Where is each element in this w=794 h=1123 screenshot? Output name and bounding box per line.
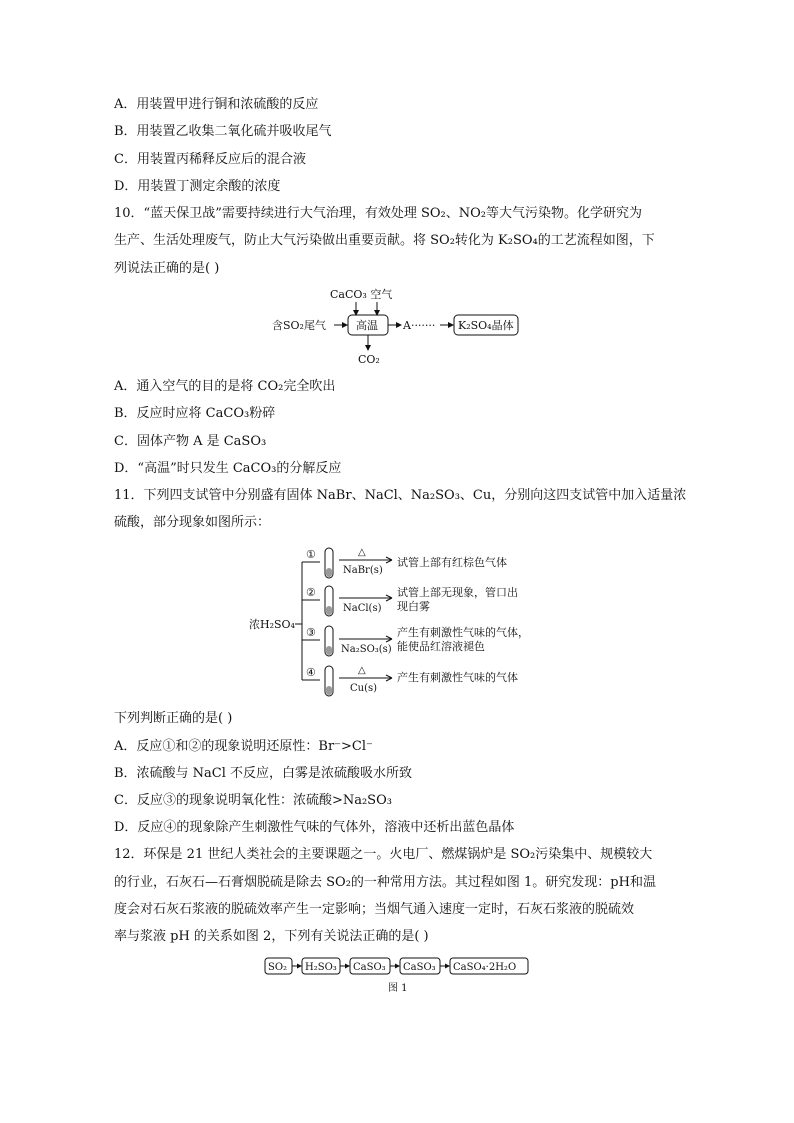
flow-middle: A······· — [403, 319, 436, 332]
tube-1-solid: NaBr(s) — [343, 565, 383, 576]
q10-stem-line3: 列说法正确的是( ) — [114, 261, 220, 276]
flow-box-label: 高温 — [356, 319, 378, 332]
q11-stem-line2: 硫酸，部分现象如图所示： — [114, 515, 271, 530]
q12-stem-line1: 12．环保是 21 世纪人类社会的主要课题之一。火电厂、燃煤锅炉是 SO₂污染集中、规模较大 — [114, 847, 653, 862]
fig1-step-2: H₂SO₃ — [305, 962, 337, 973]
q11-option-b: B．浓硫酸与 NaCl 不反应，白雾是浓硫酸吸水所致 — [114, 766, 413, 781]
fig1-step-4: CaSO₃ — [403, 962, 436, 973]
q11-option-c: C．反应③的现象说明氧化性：浓硫酸>Na₂SO₃ — [114, 793, 392, 808]
fig1-step-3: CaSO₃ — [353, 962, 386, 973]
q10-stem-line2: 生产、生活处理废气，防止大气污染做出重要贡献。将 SO₂转化为 K₂SO₄的工艺流程如图，下 — [114, 233, 655, 248]
tube-2-result-line1: 试管上部无现象，管口出 — [397, 586, 518, 599]
tube-4-result: 产生有刺激性气味的气体 — [397, 671, 518, 684]
q11-option-d: D．反应④的现象除产生刺激性气味的气体外，溶液中还析出蓝色晶体 — [114, 820, 515, 835]
q10-option-d: D．“高温”时只发生 CaCO₃的分解反应 — [114, 461, 342, 476]
tube-3-result-line2: 能使品红溶液褪色 — [397, 640, 485, 653]
fig1-step-1: SO₂ — [268, 962, 288, 973]
tube-3-number: ③ — [306, 626, 316, 639]
tube-2-solid: NaCl(s) — [343, 603, 382, 614]
q9-option-b: B．用装置乙收集二氧化硫并吸收尾气 — [114, 124, 332, 139]
q9-option-a: A．用装置甲进行铜和浓硫酸的反应 — [114, 97, 319, 112]
q11-question: 下列判断正确的是( ) — [114, 711, 233, 726]
tube-4-heat: △ — [358, 665, 366, 676]
tube-2-number: ② — [306, 586, 316, 599]
q11-option-a: A．反应①和②的现象说明还原性：Br⁻>Cl⁻ — [114, 739, 373, 754]
fig1-step-5: CaSO₄·2H₂O — [453, 962, 517, 973]
tube-1-result: 试管上部有红棕色气体 — [397, 556, 507, 569]
q10-option-a: A．通入空气的目的是将 CO₂完全吹出 — [114, 379, 336, 394]
tube-3-solid: Na₂SO₃(s) — [341, 644, 392, 655]
tube-4-number: ④ — [306, 666, 316, 679]
flow-output-co2: CO₂ — [358, 353, 380, 366]
tube-2-result-line2: 现白雾 — [397, 600, 430, 613]
q10-option-b: B．反应时应将 CaCO₃粉碎 — [114, 406, 276, 421]
flow-reagents: CaCO₃ 空气 — [330, 288, 393, 301]
q9-option-d: D．用装置丁测定余酸的浓度 — [114, 179, 281, 194]
fig1-caption: 图 1 — [388, 983, 408, 994]
q11-stem-line1: 11．下列四支试管中分别盛有固体 NaBr、NaCl、Na₂SO₃、Cu，分别向这四支试管中加入适量浓 — [114, 488, 687, 503]
q10-option-c: C．固体产物 A 是 CaSO₃ — [114, 434, 267, 449]
flow-product: K₂SO₄晶体 — [458, 319, 514, 332]
tube-reagent-label: 浓H₂SO₄ — [249, 618, 295, 631]
q10-stem-line1: 10．“蓝天保卫战”需要持续进行大气治理，有效处理 SO₂、NO₂等大气污染物。化学研究为 — [114, 206, 642, 221]
tube-3-result-line1: 产生有刺激性气味的气体， — [397, 626, 529, 639]
tube-1-heat: △ — [358, 547, 366, 558]
flow-input: 含SO₂尾气 — [272, 319, 326, 332]
q9-option-c: C．用装置丙稀释反应后的混合液 — [114, 152, 306, 167]
q12-stem-line3: 度会对石灰石浆液的脱硫效率产生一定影响；当烟气通入速度一定时，石灰石浆液的脱硫效 — [114, 902, 635, 917]
tube-1-number: ① — [306, 548, 316, 561]
q12-stem-line2: 的行业，石灰石—石膏烟脱硫是除去 SO₂的一种常用方法。其过程如图 1。研究发现：pH和温 — [114, 875, 656, 890]
q12-stem-line4: 率与浆液 pH 的关系如图 2，下列有关说法正确的是( ) — [114, 929, 429, 944]
tube-4-solid: Cu(s) — [350, 683, 378, 694]
